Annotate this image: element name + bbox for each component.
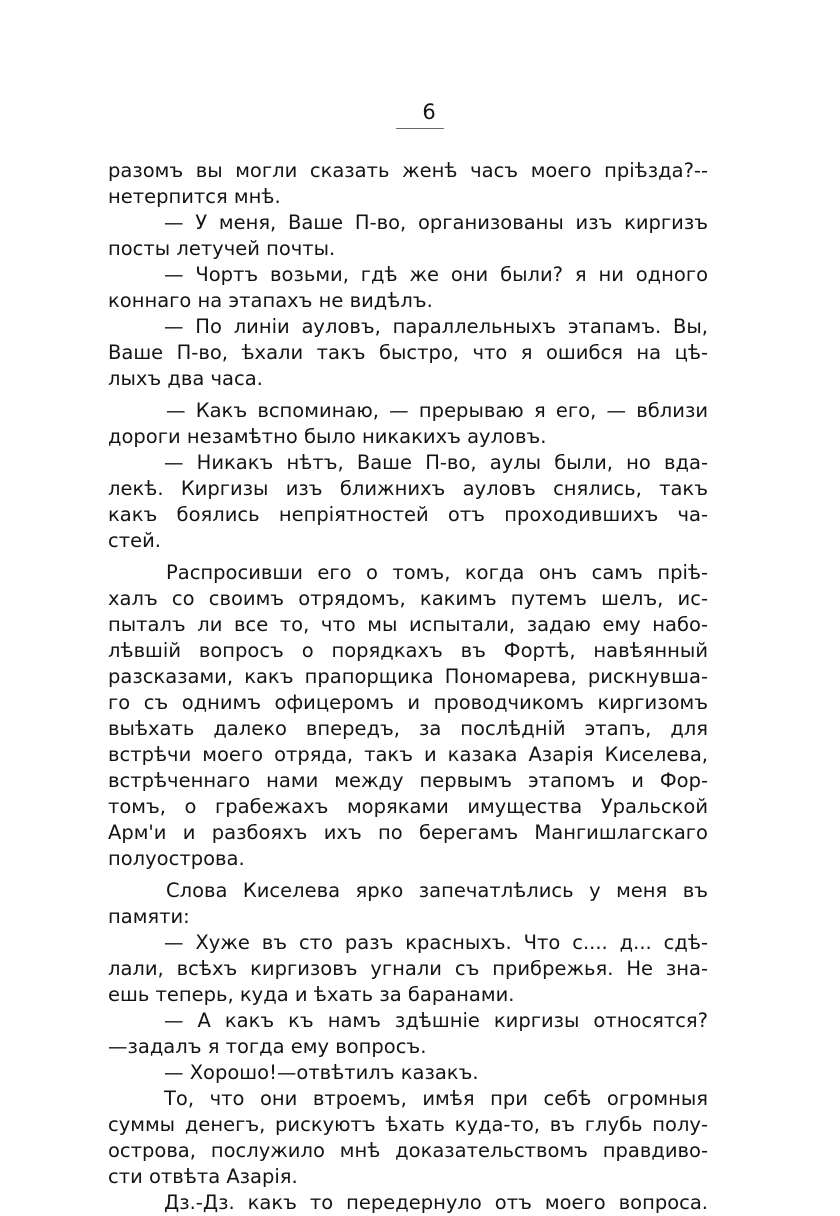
- text-line: лыхъ два часа.: [108, 367, 263, 390]
- text-line: — Какъ вспоминаю, — прерываю я его, — вблизи: [166, 399, 708, 422]
- text-line: коннаго на этапахъ не видѣлъ.: [108, 289, 433, 312]
- text-line: томъ, о грабежахъ моряками имущества Уральской: [108, 795, 708, 818]
- text-line: суммы денегъ, рискуютъ ѣхать куда-то, въ глубь полу-: [108, 1113, 708, 1136]
- text-line: — А какъ къ намъ здѣшніе киргизы относятся?: [164, 1009, 708, 1032]
- text-line: — По линіи ауловъ, параллельныхъ этапамъ. Вы,: [164, 315, 708, 338]
- body-text: [108, 158, 708, 1216]
- text-line: выѣхать далеко впередъ, за послѣдній этапъ, для: [108, 717, 708, 740]
- text-line: встрѣчи моего отряда, такъ и казака Азарія Киселева,: [108, 743, 708, 766]
- text-line: лекѣ. Киргизы изъ ближнихъ ауловъ снялись, такъ: [108, 477, 708, 500]
- text-line: Ваше П-во, ѣхали такъ быстро, что я ошибся на цѣ-: [108, 341, 708, 364]
- text-line: острова, послужило мнѣ доказательствомъ правдиво-: [108, 1139, 708, 1162]
- text-line: пыталъ ли все то, что мы испытали, задаю ему набо-: [108, 613, 708, 636]
- text-line: Арм'и и разбояхъ ихъ по берегамъ Мангишлагскаго: [108, 821, 708, 844]
- text-line: нетерпится мнѣ.: [108, 185, 281, 208]
- text-line: — У меня, Ваше П-во, организованы изъ киргизъ: [164, 211, 708, 234]
- text-line: Распросивши его о томъ, когда онъ самъ пріѣ-: [166, 561, 708, 584]
- text-line: То, что они втроемъ, имѣя при себѣ огромныя: [164, 1087, 708, 1110]
- text-line: лали, всѣхъ киргизовъ угнали съ прибрежья. Не зна-: [108, 957, 708, 980]
- text-line: посты летучей почты.: [108, 237, 336, 260]
- text-line: халъ со своимъ отрядомъ, какимъ путемъ шелъ, ис-: [108, 587, 708, 610]
- text-line: какъ боялись непріятностей отъ проходившихъ ча-: [108, 503, 708, 526]
- text-line: Слова Киселева ярко запечатлѣлись у меня въ: [166, 879, 708, 902]
- text-line: дороги незамѣтно было никакихъ ауловъ.: [108, 425, 547, 448]
- text-line: памяти:: [108, 905, 190, 928]
- page-number-rule: [396, 128, 444, 129]
- text-line: сти отвѣта Азарія.: [108, 1165, 298, 1188]
- text-line: Дз.-Дз. какъ то передернуло отъ моего вопроса.: [164, 1191, 708, 1214]
- page-number: 6: [422, 100, 436, 124]
- text-line: — Никакъ нѣтъ, Ваше П-во, аулы были, но вда-: [164, 451, 708, 474]
- text-line: — Чортъ возьми, гдѣ же они были? я ни одного: [164, 263, 708, 286]
- text-line: лѣвшій вопросъ о порядкахъ въ Фортѣ, навѣянный: [108, 639, 708, 662]
- text-line: разсказами, какъ прапорщика Пономарева, рискнувша-: [108, 665, 708, 688]
- text-line: —задалъ я тогда ему вопросъ.: [108, 1035, 427, 1058]
- text-line: го съ однимъ офицеромъ и проводчикомъ киргизомъ: [108, 691, 708, 714]
- text-line: полуострова.: [108, 847, 245, 870]
- text-line: стей.: [108, 529, 161, 552]
- text-line: — Хорошо!—отвѣтилъ казакъ.: [164, 1061, 479, 1084]
- text-line: — Хуже въ сто разъ красныхъ. Что с.... д... сдѣ-: [164, 931, 708, 954]
- text-line: встрѣченнаго нами между первымъ этапомъ и Фор-: [108, 769, 708, 792]
- text-line: ешь теперь, куда и ѣхать за баранами.: [108, 983, 515, 1006]
- text-line: разомъ вы могли сказать женѣ часъ моего пріѣзда?--: [108, 159, 708, 182]
